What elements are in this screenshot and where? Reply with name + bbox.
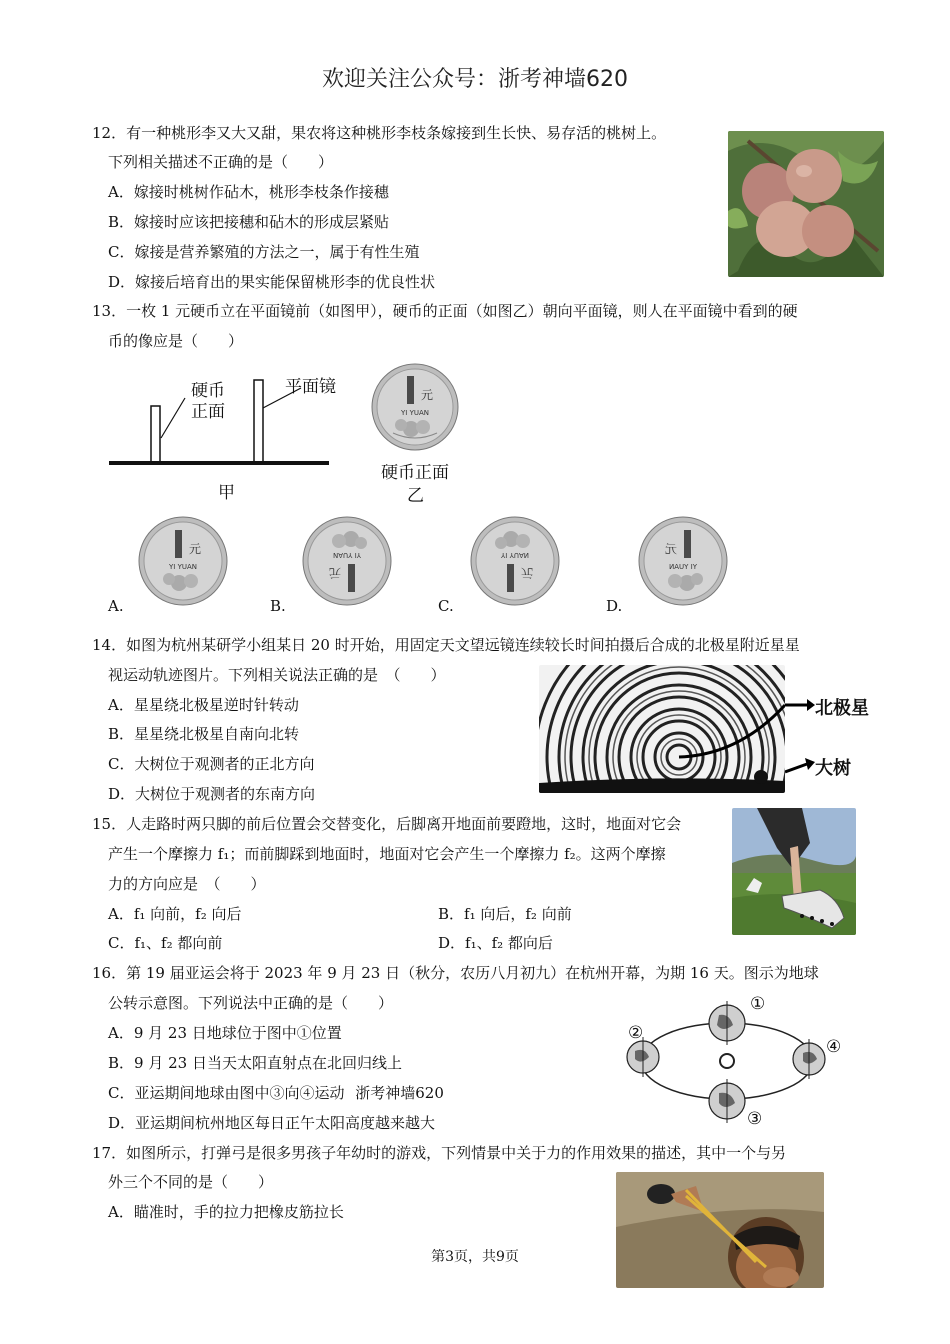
q14-option-d: D．大树位于观测者的东南方向 [108,785,316,803]
coin-option-b-image [302,516,392,606]
svg-text:YI YUAN: YI YUAN [669,563,697,571]
q13-stem-2: 币的像应是（ ） [108,332,244,350]
svg-text:元: 元 [521,566,534,580]
fig-coinface-label: 硬币正面 [381,463,449,483]
walking-photo [732,808,856,935]
svg-text:元: 元 [189,542,202,556]
q12-option-b: B．嫁接时应该把接穗和砧木的形成层紧贴 [108,213,390,231]
q17-stem: 17．如图所示，打弹弓是很多男孩子年幼时的游戏，下列情景中关于力的作用效果的描述，其中一个与另 [92,1144,787,1162]
coin-option-d-label: D. [606,597,623,615]
q14-option-b: B．星星绕北极星自南向北转 [108,725,300,743]
q15-option-c: C．f₁、f₂ 都向前 [108,934,223,952]
coin-option-b-label: B. [270,597,286,615]
orbit-pos-2: ② [628,1023,644,1043]
svg-text:YI YUAN: YI YUAN [169,563,197,571]
q15-option-d: D．f₁、f₂ 都向后 [438,934,553,952]
q16-stem-2: 公转示意图。下列说法中正确的是（ ） [108,994,394,1012]
q15-stem-2: 产生一个摩擦力 f₁；而前脚踩到地面时，地面对它会产生一个摩擦力 f₂。这两个摩擦 [108,845,666,863]
coin-option-d-image [638,516,728,606]
q12-option-d: D．嫁接后培育出的果实能保留桃形李的优良性状 [108,273,436,291]
plum-photo [728,131,884,277]
q16-option-b: B．9 月 23 日当天太阳直射点在北回归线上 [108,1054,402,1072]
q14-option-a: A．星星绕北极星逆时针转动 [108,696,299,714]
orbit-pos-4: ④ [826,1037,842,1057]
watermark: 浙考神墙620 [355,1084,444,1102]
svg-text:元: 元 [421,388,434,402]
q16-option-c [108,1082,444,1104]
q12-stem: 12．有一种桃形李又大又甜，果农将这种桃形李枝条嫁接到生长快、易存活的桃树上。 [92,124,667,142]
q12-option-a: A．嫁接时桃树作砧木，桃形李枝条作接穗 [108,183,389,201]
fig-yi-label: 乙 [407,486,424,506]
q14-option-c: C．大树位于观测者的正北方向 [108,755,315,773]
svg-text:YI YUAN: YI YUAN [333,551,361,559]
coin-option-c-label: C. [438,597,454,615]
q15-stem-3: 力的方向应是 （ ） [108,875,266,893]
page-header: 欢迎关注公众号：浙考神墙620 [322,67,628,92]
svg-text:YI YUAN: YI YUAN [401,409,429,417]
earth-orbit-diagram [625,995,855,1130]
star-trail-arrows [785,690,815,780]
q14-stem-2: 视运动轨迹图片。下列相关说法正确的是 （ ） [108,666,446,684]
orbit-pos-1: ① [750,994,766,1014]
fig-mirror-label: 平面镜 [285,377,336,397]
coin-option-a-image [138,516,228,606]
coin-front-figure [371,363,459,451]
q15-option-b: B．f₁ 向后，f₂ 向前 [438,905,572,923]
svg-text:元: 元 [664,542,677,556]
fig-polaris-label: 北极星 [815,698,869,719]
star-trail-photo [539,665,785,793]
q14-stem: 14．如图为杭州某研学小组某日 20 时开始，用固定天文望远镜连续较长时间拍摄后合成的北极星附近星星 [92,636,800,654]
q15-option-a: A．f₁ 向前，f₂ 向后 [108,905,242,923]
q12-option-c: C．嫁接是营养繁殖的方法之一，属于有性生殖 [108,243,420,261]
q16-option-d: D．亚运期间杭州地区每日正午太阳高度越来越大 [108,1114,436,1132]
coin-option-c-image [470,516,560,606]
q16-option-a: A．9 月 23 日地球位于图中①位置 [108,1024,342,1042]
q15-stem: 15．人走路时两只脚的前后位置会交替变化，后脚离开地面前要蹬地，这时，地面对它会 [92,815,682,833]
svg-text:YI YUAN: YI YUAN [501,551,529,559]
coin-option-a-label: A. [108,597,124,615]
svg-text:元: 元 [328,566,341,580]
q17-option-a: A．瞄准时，手的拉力把橡皮筋拉长 [108,1203,344,1221]
slingshot-photo [616,1172,824,1288]
q12-stem-2: 下列相关描述不正确的是（ ） [108,153,334,171]
page-footer: 第3页，共9页 [431,1249,519,1265]
q16-option-c-text: C．亚运期间地球由图中③向④运动 [108,1084,345,1102]
fig-jia-label: 甲 [218,483,235,503]
fig-coin-label-2: 正面 [191,402,225,422]
fig-coin-label-1: 硬币 [191,381,225,401]
orbit-pos-3: ③ [747,1109,763,1129]
q17-stem-2: 外三个不同的是（ ） [108,1173,274,1191]
fig-tree-label: 大树 [815,758,851,779]
q16-stem: 16．第 19 届亚运会将于 2023 年 9 月 23 日（秋分，农历八月初九）在杭州开幕，为期 16 天。图示为地球 [92,964,819,982]
q13-stem: 13．一枚 1 元硬币立在平面镜前（如图甲），硬币的正面（如图乙）朝向平面镜，则人在平面镜中看到的硬 [92,302,798,320]
